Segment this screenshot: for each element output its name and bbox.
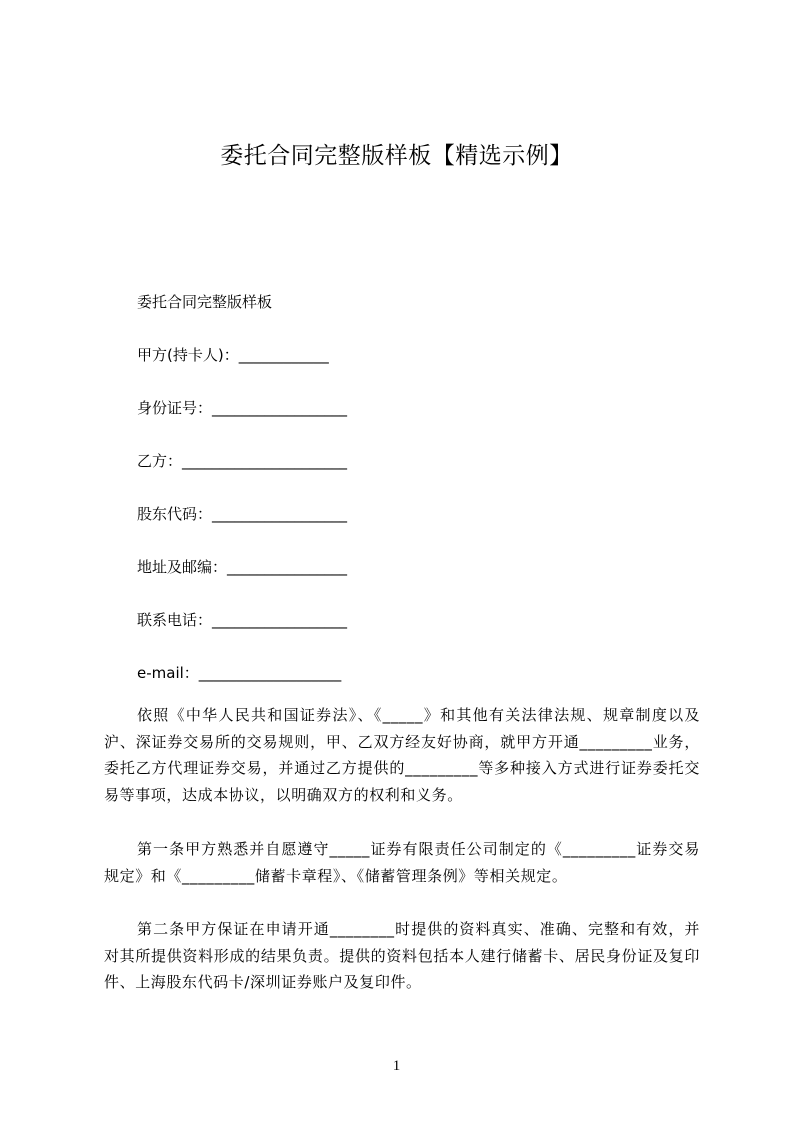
- field-label: 乙方：: [137, 452, 183, 470]
- field-label: e-mail：: [137, 664, 199, 682]
- field-label: 联系电话：: [137, 611, 213, 629]
- field-blank: ___________________: [198, 664, 342, 682]
- field-party-b: [137, 451, 347, 471]
- paragraph-article-1: 第一条甲方熟悉并自愿遵守_____证券有限责任公司制定的《_________证券交易规定》和《_________储蓄卡章程》、《储蓄管理条例》等相关规定。: [104, 840, 700, 885]
- field-party-a: [137, 345, 329, 365]
- field-phone: [137, 610, 347, 630]
- field-address: [137, 557, 347, 577]
- field-blank: ______________________: [182, 452, 348, 470]
- field-blank: ____________: [238, 346, 329, 364]
- document-title: 委托合同完整版样板【精选示例】: [220, 143, 573, 169]
- field-blank: ________________: [227, 558, 348, 576]
- field-email: [137, 663, 341, 683]
- field-id-number: [137, 398, 347, 418]
- paragraph-preamble: 依照《中华人民共和国证券法》、《_____》和其他有关法律法规、规章制度以及沪、深证券交易所的交易规则，甲、乙双方经友好协商，就甲方开通_________业务，委托乙方代理证券交易，并通过乙方提供的_________等多种接入方式进行证券委托交易等事项，达成本协议，以明确双方的权利和义务。: [104, 706, 700, 804]
- field-label: 身份证号：: [137, 399, 213, 417]
- page-number: 1: [392, 1058, 401, 1074]
- field-shareholder-code: [137, 504, 347, 524]
- field-blank: __________________: [212, 399, 348, 417]
- field-label: 股东代码：: [137, 505, 213, 523]
- paragraph-article-2: 第二条甲方保证在申请开通________时提供的资料真实、准确、完整和有效，并对其所提供资料形成的结果负责。提供的资料包括本人建行储蓄卡、居民身份证及复印件、上海股东代码卡/深圳证券账户及复印件。: [104, 920, 700, 991]
- contract-subtitle: 委托合同完整版样板: [137, 293, 273, 311]
- field-label: 甲方(持卡人)：: [137, 346, 239, 364]
- field-blank: __________________: [212, 505, 348, 523]
- field-label: 地址及邮编：: [137, 558, 228, 576]
- field-blank: __________________: [212, 611, 348, 629]
